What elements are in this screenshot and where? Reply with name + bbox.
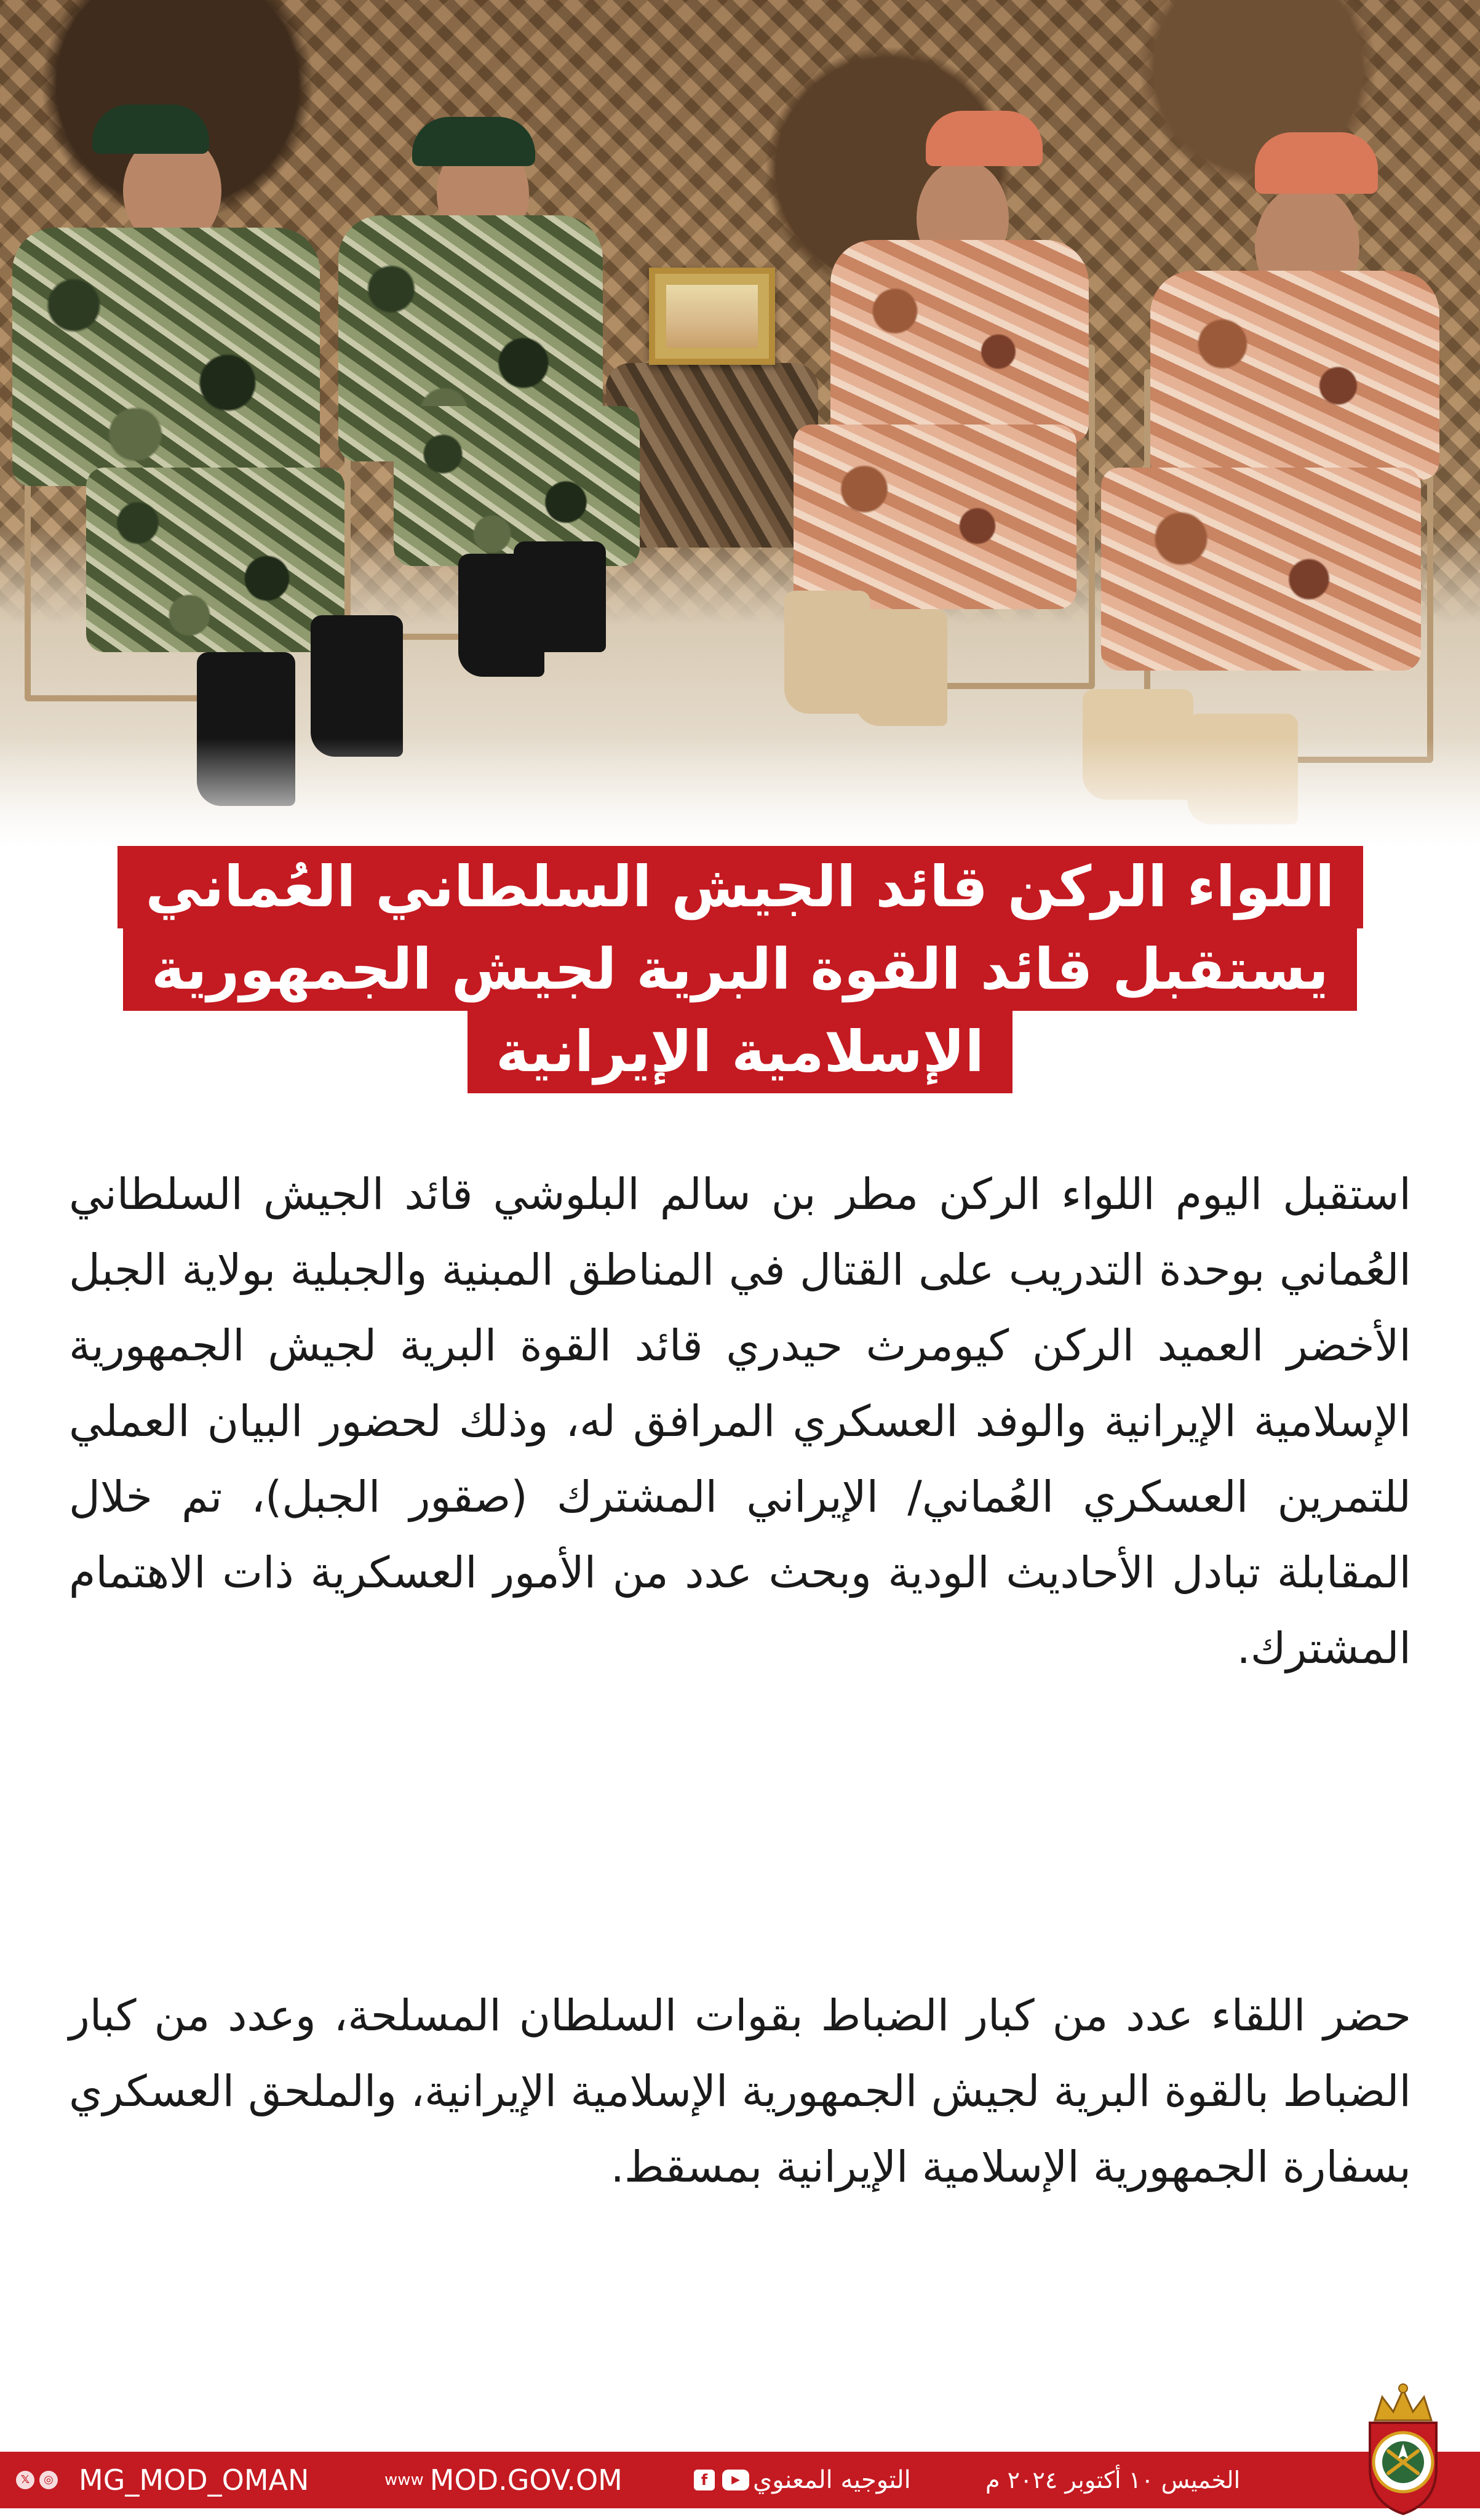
footer xyxy=(0,2446,1480,2520)
social-label: التوجيه المعنوي xyxy=(753,2466,911,2494)
facebook-icon[interactable]: f xyxy=(694,2470,715,2490)
twitter-icon[interactable]: 𝕏 xyxy=(16,2471,34,2489)
website-url: MOD.GOV.OM xyxy=(429,2463,623,2497)
social-handle[interactable]: MG_MOD_OMAN xyxy=(79,2463,309,2497)
ministry-emblem-icon xyxy=(1356,2382,1450,2516)
social-icons-left xyxy=(0,2452,74,2508)
publish-date: الخميس ١٠ أكتوبر ٢٠٢٤ م xyxy=(985,2466,1241,2494)
instagram-icon[interactable]: ◎ xyxy=(39,2471,58,2489)
body-paragraph-2: حضر اللقاء عدد من كبار الضباط بقوات السلطان المسلحة، وعدد من كبار الضباط بالقوة البرية لجيش الجمهورية الإسلامية الإيرانية، والملحق العسكري بسفارة الجمهورية الإسلامية الإيرانية بمسقط. xyxy=(69,1990,1411,2192)
officer-desert-2 xyxy=(1070,0,1480,837)
headline-line-3: الإسلامية الإيرانية xyxy=(467,1011,1013,1093)
social-label-group xyxy=(690,2452,921,2508)
body-paragraph-1: استقبل اليوم اللواء الركن مطر بن سالم البلوشي قائد الجيش السلطاني العُماني بوحدة التدريب على القتال في المناطق المبنية والجبلية بولاية الجبل الأخضر العميد الركن كيومرث حيدري قائد القوة البرية لجيش الجمهورية الإسلامية الإيرانية والوفد العسكري المرافق له، وذلك لحضور البيان العملي للتمرين العسكري العُماني/ الإيراني المشترك (صقور الجبل)، تم خلال المقابلة تبادل الأحاديث الودية وبحث عدد من الأمور العسكرية ذات الاهتمام المشترك. xyxy=(69,1169,1411,1673)
headline-line-1: اللواء الركن قائد الجيش السلطاني العُماني xyxy=(117,846,1363,928)
website-link[interactable] xyxy=(384,2452,623,2508)
photo-fade xyxy=(0,738,1480,849)
youtube-icon[interactable]: ▶ xyxy=(722,2470,749,2490)
news-photo xyxy=(0,0,1480,849)
www-label: www xyxy=(384,2471,424,2489)
officer-green-2 xyxy=(326,0,670,689)
headline xyxy=(0,846,1480,1093)
headline-line-2: يستقبل قائد القوة البرية لجيش الجمهورية xyxy=(123,928,1357,1011)
footer-bar xyxy=(0,2452,1480,2508)
